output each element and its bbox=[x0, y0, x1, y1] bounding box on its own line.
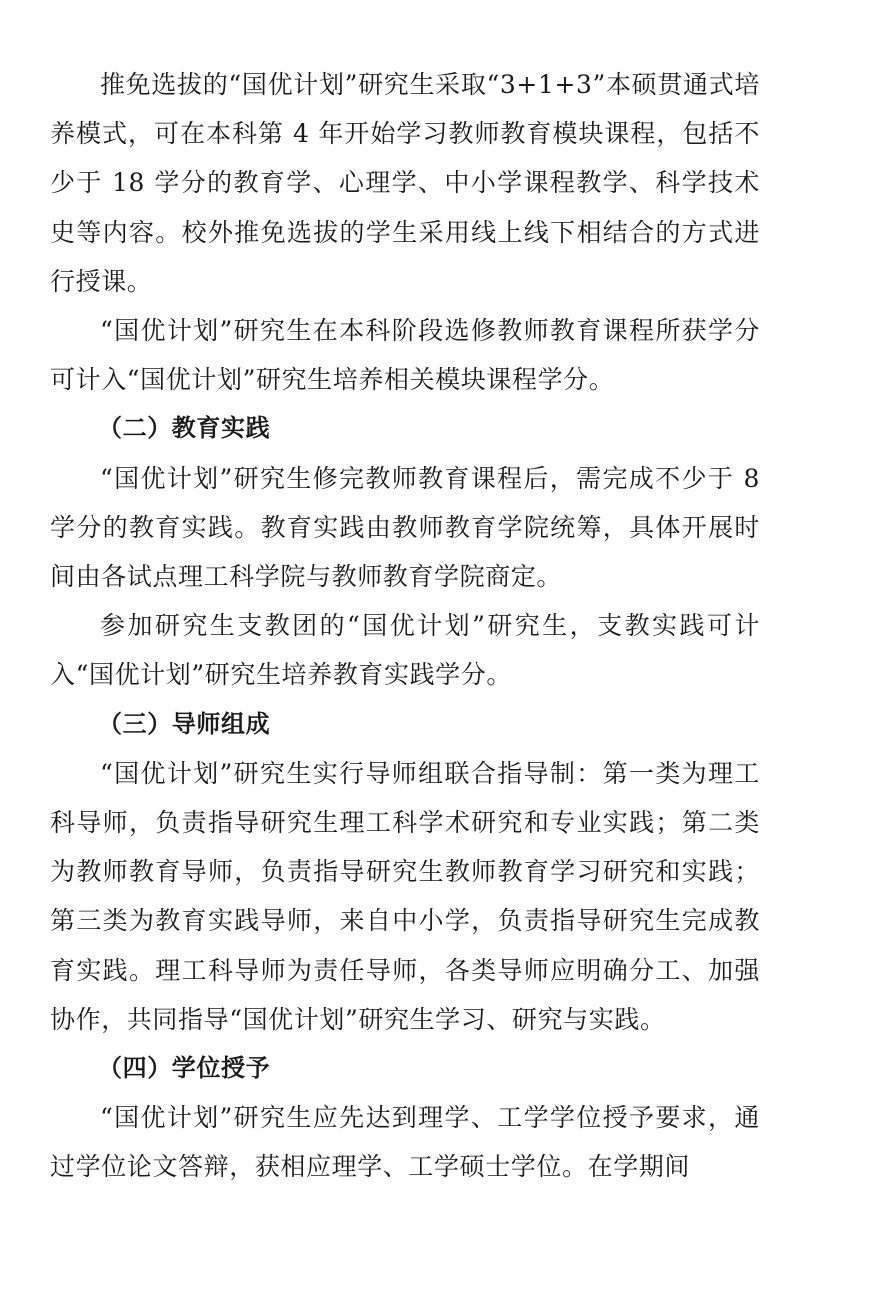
section-heading-advisor-composition: （三）导师组成 bbox=[98, 709, 271, 738]
paragraph-practice-requirement: “国优计划”研究生修完教师教育课程后，需完成不少于 8 学分的教育实践。教育实践由教师教育学院统筹，具体开展时间由各试点理工科学院与教师教育学院商定。 bbox=[50, 463, 760, 592]
paragraph-credit-transfer: “国优计划”研究生在本科阶段选修教师教育课程所获学分可计入“国优计划”研究生培养相关模块课程学分。 bbox=[50, 316, 760, 395]
paragraph-degree-requirement: “国优计划”研究生应先达到理学、工学学位授予要求，通过学位论文答辩，获相应理学、工学硕士学位。在学期间 bbox=[50, 1103, 760, 1182]
section-heading-degree-award: （四）学位授予 bbox=[98, 1054, 271, 1083]
paragraph-training-mode: 推免选拔的“国优计划”研究生采取“3+1+3”本硕贯通式培养模式，可在本科第 4 年开始学习教师教育模块课程，包括不少于 18 学分的教育学、心理学、中小学课程教学、科学技术史等内容。校外推免选拔的学生采用线上线下相结合的方式进行授课。 bbox=[50, 70, 760, 296]
section-heading-education-practice: （二）教育实践 bbox=[98, 414, 271, 443]
paragraph-advisor-system: “国优计划”研究生实行导师组联合指导制：第一类为理工科导师，负责指导研究生理工科学术研究和专业实践；第二类为教师教育导师，负责指导研究生教师教育学习研究和实践；第三类为教育实践导师，来自中小学，负责指导研究生完成教育实践。理工科导师为责任导师，各类导师应明确分工、加强协作，共同指导“国优计划”研究生学习、研究与实践。 bbox=[50, 758, 760, 1034]
paragraph-volunteer-teaching: 参加研究生支教团的“国优计划”研究生，支教实践可计入“国优计划”研究生培养教育实践学分。 bbox=[50, 611, 760, 690]
document-body bbox=[50, 60, 760, 1192]
